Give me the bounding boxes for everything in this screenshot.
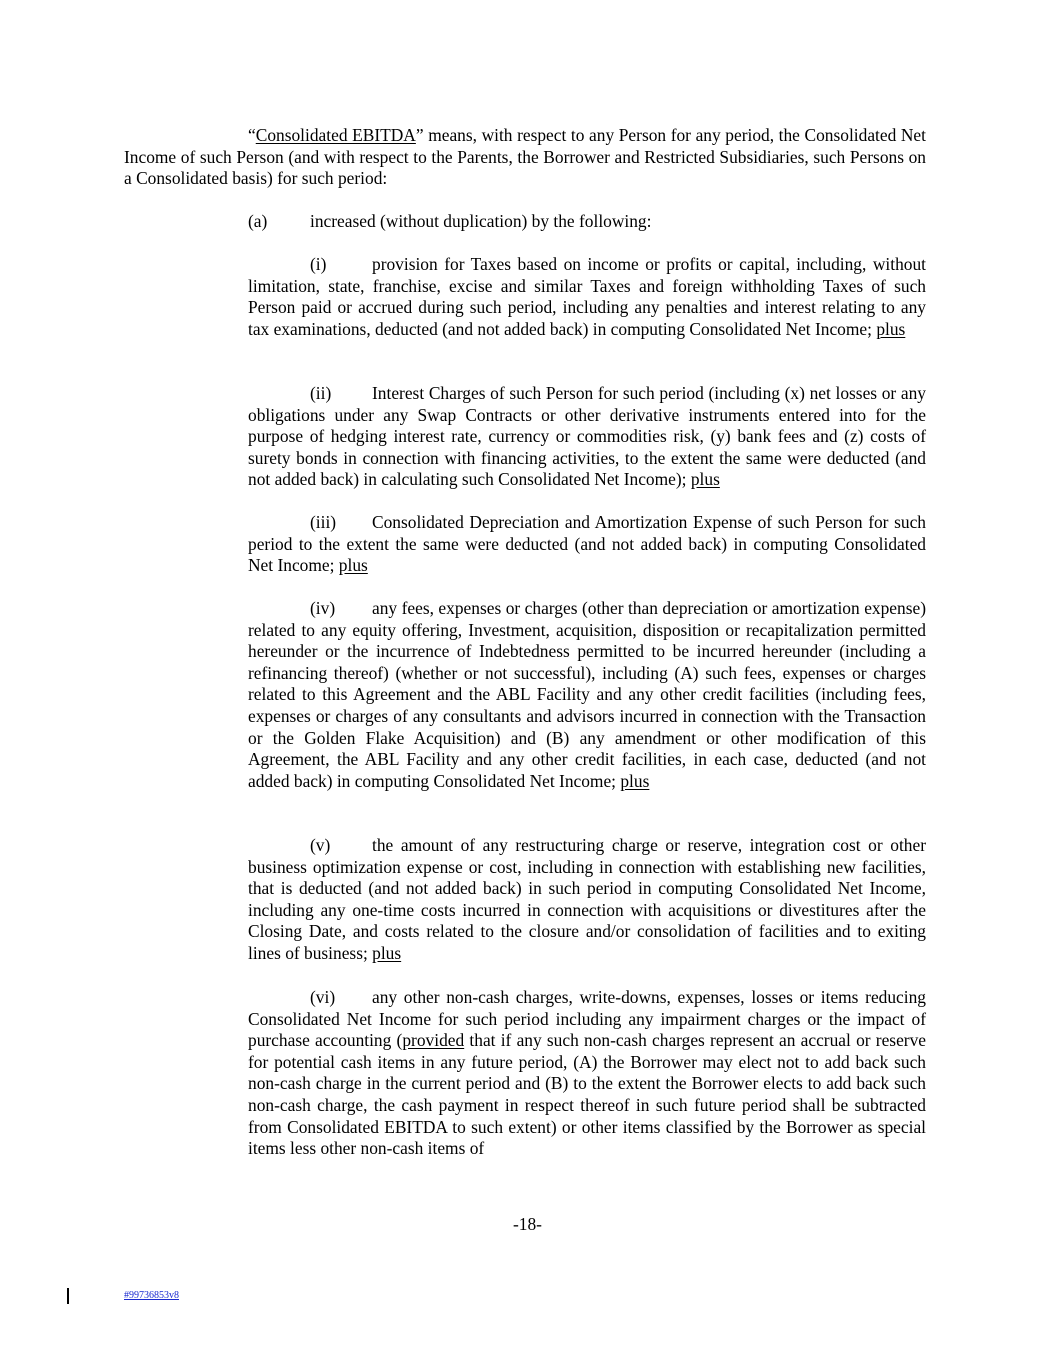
subclause-i — [248, 254, 926, 340]
plus-term: plus — [690, 469, 720, 490]
open-quote: “ — [248, 125, 256, 145]
subclause-ii — [248, 383, 926, 491]
subclause-text: Consolidated Depreciation and Amortization Expense of such Person for such period to the extent the same were deducted (and not added back) in computing Consolidated Net Income; — [248, 512, 926, 576]
subclause-label: (vi) — [310, 987, 336, 1007]
clause-a — [248, 211, 926, 233]
defined-term: Consolidated EBITDA — [255, 125, 416, 145]
subclause-text: any fees, expenses or charges (other than depreciation or amortization expense) related to any equity offering, Investment, acquisition, disposition or recapitalization permitted hereunder or the incurrence of Indebtedness permitted to be incurred hereunder (including a refinancing thereof) (whether or not successful), including (A) such fees, expenses or charges related to this Agreement and the ABL Facility and any other credit facilities (including fees, expenses or charges of any consultants and advisors incurred in connection with the Transaction or the Golden Flake Acquisition) and (B) any amendment or other modification of this Agreement, the ABL Facility and any other credit facilities, in each case, deducted (and not added back) in computing Consolidated Net Income; — [248, 598, 926, 791]
clause-a-text: increased (without duplication) by the following: — [310, 211, 652, 231]
provided-term: provided — [402, 1030, 465, 1051]
definition-text: ” means, with respect to any Person for any period, the Consolidated Net Income of such Person (and with respect to the Parents, the Borrower and Restricted Subsidiaries, such Persons on a Consolidated basis) for such period: — [124, 125, 926, 189]
clause-a-label: (a) — [248, 211, 268, 231]
subclause-label: (i) — [310, 254, 327, 274]
plus-term: plus — [876, 318, 906, 339]
document-id-link[interactable]: #99736853v8 — [124, 1290, 179, 1301]
subclause-iii — [248, 512, 926, 577]
subclause-label: (iii) — [310, 512, 337, 532]
subclause-text-continued: that if any such non-cash charges represent an accrual or reserve for potential cash items in any future period, (A) the Borrower may elect not to add back such non-cash charge in the current period and (B) to the extent the Borrower elects to add back such non-cash charge, the cash payment in respect thereof in such future period shall be subtracted from Consolidated EBITDA to such extent) or other items classified by the Borrower as special items less other non-cash items of — [248, 1030, 926, 1159]
subclause-text: Interest Charges of such Person for such period (including (x) net losses or any obligations under any Swap Contracts or other derivative instruments entered into for the purpose of hedging interest rate, currency or commodities risk, (y) bank fees and (z) costs of surety bonds in connection with financing activities, to the extent the same were deducted (and not added back) in calculating such Consolidated Net Income); — [248, 383, 926, 490]
change-bar — [67, 1288, 69, 1304]
page-number: -18- — [513, 1214, 542, 1234]
definition-paragraph — [124, 125, 926, 190]
subclause-v — [248, 835, 926, 965]
plus-term: plus — [338, 555, 368, 576]
subclause-text: any other non-cash charges, write-downs, expenses, losses or items reducing Consolidated Net Income for such period including any impairment charges or the impact of purchase accounting ( — [248, 987, 926, 1051]
subclause-text: provision for Taxes based on income or profits or capital, including, without limitation, state, franchise, excise and similar Taxes and foreign withholding Taxes of such Person paid or accrued during such period, including any penalties and interest relating to any tax examinations, deducted (and not added back) in computing Consolidated Net Income; — [248, 254, 926, 339]
subclause-label: (iv) — [310, 598, 336, 618]
plus-term: plus — [372, 942, 402, 963]
plus-term: plus — [620, 770, 650, 791]
subclause-vi — [248, 987, 926, 1160]
subclause-label: (ii) — [310, 383, 332, 403]
subclause-text: the amount of any restructuring charge or reserve, integration cost or other business optimization expense or cost, including in connection with establishing new facilities, that is deducted (and not added back) in such period in computing Consolidated Net Income, including any one-time costs incurred in connection with acquisitions or divestitures after the Closing Date, and costs related to the closure and/or consolidation of facilities and to exiting lines of business; — [248, 835, 926, 963]
subclause-label: (v) — [310, 835, 331, 855]
subclause-iv — [248, 598, 926, 792]
